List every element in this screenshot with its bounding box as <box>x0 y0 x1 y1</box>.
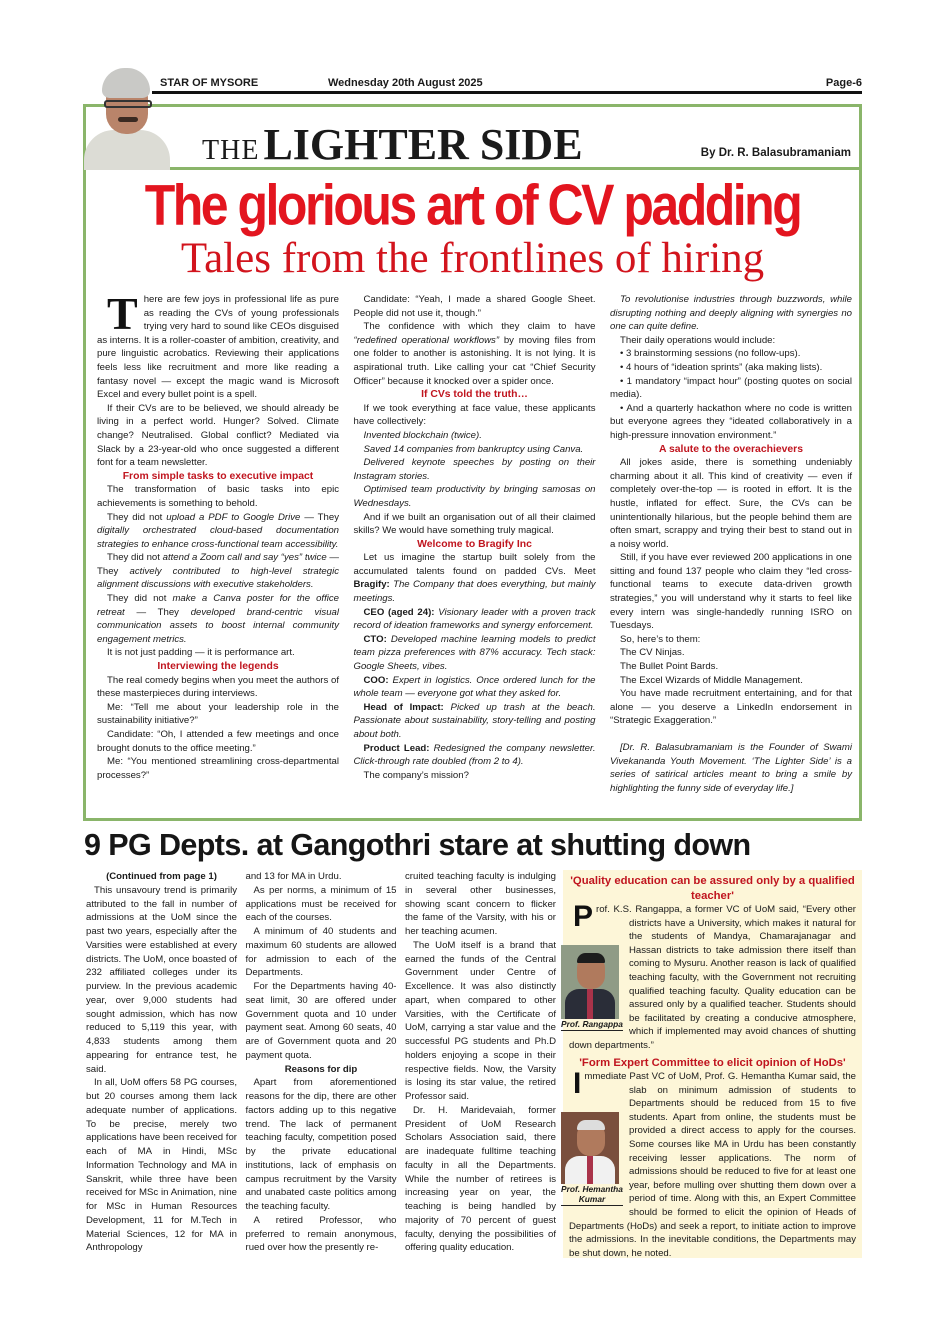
sidebar-body-1: P Prof. Rangappa rof. K.S. Rangappa, a former VC of UoM said, “Every other districts have a University, which makes it natural for the students of Mandya, Chamarajanagar and Hassan districts to take admission there itself than coming to Mysuru. Another reason is lack of qualified teaching faculty, with the Government not recruiting qualified teaching faculty. Quality education can be assured only by a qualified teacher. Students should be facilitated by creating a conducive atmosphere, which if implemented may avoid chances of shutting down departments.” <box>561 900 856 1051</box>
article-column-2: Candidate: “Yeah, I made a shared Google Sheet. People did not use it, though.” The confidence with which they claim to have “redefined operational workflows” by moving files from one folder to another is astonishing. It is not lying. It is aspirational truth. Like calling your cat “Chief Security Officer” because it knocked over a spider once. If CVs told the truth… If we took everything at face value, these applicants have collectively: Invented blockchain (twice). Saved 14 companies from bankruptcy using Canva. Delivered keynote speeches by posting on their Instagram stories. Optimised team productivity by bringing samosas on Wednesdays. And if we built an organisation out of all their claimed skills? We would have something truly magical. Welcome to Bragify Inc Let us imagine the startup built solely from the accumulated talents found on padded CVs. Meet Bragify: The Company that does everything, but mainly meetings. CEO (aged 24): Visionary leader with a proven track record of ideation frameworks and synergy enforcement. CTO: Developed machine learning models to predict team pizza preferences with 87% accuracy. Tech stack: Google Sheets, vibes. COO: Expert in logistics. Once ordered lunch for the whole team — everyone got what they asked for. Head of Impact: Picked up trash at the beach. Passionate about sustainability, story-telling and posting about both. Product Lead: Redesigned the company newsletter. Click-through rate doubled (from 2 to 4). The company’s mission? <box>353 294 596 781</box>
news-body <box>86 870 556 1255</box>
sidebar-heading-1: 'Quality education can be assured only by a qualified teacher' <box>570 875 855 902</box>
rangappa-portrait-image <box>561 945 619 1019</box>
article-body <box>97 288 852 795</box>
claim-item: Delivered keynote speeches by posting on their Instagram stories. <box>353 457 596 482</box>
article-column-3: To revolutionise industries through buzzwords, while disrupting nothing and deeply aligning with synergies no one can quite define. Their daily operations would include: • 3 brainstorming sessions (no follow-ups). • 4 hours of “ideation sprints” (aka making lists). • 1 mandatory “impact hour” (posting quotes on social media). • And a quarterly hackathon where no code is written but everyone agrees they “ideated collaboratively in a high-pressure innovation environment.” A salute to the overachievers All jokes aside, there is something undeniably charming about it all. This kind of creativity — even if completely over-the-top — is rooted in effort. It is the hustle, inflated for effect. Sure, the CVs can be unintentionally hilarious, but the people behind them are often smart, scrappy and trying their best to stand out in a noisy world. Still, if you have ever reviewed 200 applications in one sitting and found 137 people who claim they “led cross-functional teams to execute data-driven growth strategies,” you will understand why it starts to feel like every intern was single-handedly running ISRO on Tuesdays. So, here’s to them: The CV Ninjas. The Bullet Point Bards. The Excel Wizards of Middle Management. You have made recruitment entertaining, and for that alone — you deserve a LinkedIn endorsement in “Strategic Exaggeration.” [Dr. R. Balasubramaniam is the Founder of Swami Vivekananda Youth Movement. ‘The Lighter Side’ is a series of satirical articles meant to bring a smile by highlighting the funny side of everyday life.] <box>610 294 852 794</box>
photo-rangappa <box>561 945 623 1031</box>
claim-item: Invented blockchain (twice). <box>363 429 482 441</box>
toast-item: The Bullet Point Bards. <box>620 661 719 673</box>
role-item: CEO (aged 24): Visionary leader with a proven track record of ideation frameworks and synergy enforcement. <box>353 606 596 632</box>
photo-caption: Prof. Rangappa <box>561 1019 623 1029</box>
issue-date: Wednesday 20th August 2025 <box>328 77 483 89</box>
role-item: CTO: Developed machine learning models to predict team pizza preferences with 87% accuracy. Tech stack: Google Sheets, vibes. <box>353 633 596 673</box>
publication-name: STAR OF MYSORE <box>160 77 259 89</box>
section-subheading: If CVs told the truth… <box>421 389 528 401</box>
article-column-1: There are few joys in professional life as pure as reading the CVs of young professionals trying very hard to sound like CEOs disguised as interns. It is a roller-coaster of ambition, creativity, and pure linguistic acrobatics. Reviewing their applications feels less like recruitment and more like reading a fantasy novel — except the magic wand is Microsoft Excel and every bullet point is a spell. If their CVs are to be believed, we should already be living in a perfect world. Hunger? Solved. Climate change? Neutralised. Global conflict? Mediated via Slack by a 23-year-old who once suggested a different font for a team newsletter. From simple tasks to executive impact The transformation of basic tasks into epic achievements is something to behold. They did not upload a PDF to Google Drive — They digitally orchestrated cloud-based documentation strategies to enhance cross-functional team accessibility. They did not attend a Zoom call and say “yes” twice — They actively contributed to high-level strategic alignment discussions with executive stakeholders. They did not make a Canva poster for the office retreat — They developed brand-centric visual communication assets to boost internal community engagement metrics. It is not just padding — it is performance art. Interviewing the legends The real comedy begins when you meet the authors of these masterpieces during interviews. Me: “Tell me about your leadership role in the sustainability initiative?” Candidate: “Oh, I attended a few meetings and once brought donuts to the office meeting.” Me: “You mentioned streamlining cross-departmental processes?” <box>97 288 340 781</box>
column-title: THE LIGHTER SIDE <box>202 120 583 169</box>
drop-cap: P <box>573 900 594 933</box>
role-item: COO: Expert in logistics. Once ordered lunch for the whole team — everyone got what they asked for. <box>353 674 596 700</box>
toast-item: The CV Ninjas. <box>620 647 685 659</box>
column-masthead <box>86 107 859 170</box>
bullet-item: • 4 hours of “ideation sprints” (aka making lists). <box>620 361 823 373</box>
page-number: Page-6 <box>825 77 862 89</box>
article-subheadline: Tales from the frontlines of hiring <box>180 235 765 282</box>
news-column-1: (Continued from page 1) This unsavoury trend is primarily attributed to the fall in number of admissions at the UoM since the past two years, especially after the Varsities were established at every districts. The UoM, once boasted of 232 affiliated colleges under its purview. In the previous academic year, over 9,000 students had sought admission, which has now reduced to 5,119 this year, with 4,833 students among them appearing for entrance test, he said. In all, UoM offers 58 PG courses, but 20 courses among them lack adequate number of applications. To be precise, merely two applications have been received for each of MA in Hindi, MSc Information Technology and MA in Sanskrit, while three have been received for MSc in Animation, nine for MSc in Human Resources Development, 11 for M.Tech in Material Sciences, 12 for MA in Anthropology <box>86 871 237 1254</box>
bullet-item: • 1 mandatory “impact hour” (posting quotes on social media). <box>610 375 852 401</box>
role-item: Product Lead: Redesigned the company newsletter. Click-through rate doubled (from 2 to 4). <box>353 742 596 768</box>
section-subheading: Interviewing the legends <box>157 661 279 673</box>
author-note: [Dr. R. Balasubramaniam is the Founder of Swami Vivekananda Youth Movement. ‘The Lighter Side’ is a series of satirical articles meant to bring a smile by highlighting the funny side of everyday life.] <box>610 742 852 794</box>
page-header <box>152 74 862 94</box>
photo-caption: Prof. Hemantha Kumar <box>561 1184 623 1205</box>
news-column-3: cruited teaching faculty is indulging in several other businesses, showing scant concern to flicker the fame of the Varsity, with his or her teaching acumen. The UoM itself is a brand that earned the funds of the Central Government under Centre of Excellence. It was also distinctly apart, when compared to other Varsities, with the Certificate of UoM, carrying a star value and the successful PG students and Ph.D holders enjoying a scope in their respective fields. Now, the Varsity is losing its star value, the retired Professor said. Dr. H. Maridevaiah, former President of UoM Research Scholars Association said, there are inadequate fulltime teaching faculty in all the Departments. While the number of retirees is increasing year on year, the teaching is being handled by majority of 70 percent of guest faculty, denying the possibilities of offering quality education. <box>405 871 556 1254</box>
drop-cap: I <box>573 1067 582 1101</box>
continued-label: (Continued from page 1) <box>106 871 217 882</box>
news-headline: 9 PG Depts. at Gangothri stare at shutting down <box>84 828 751 862</box>
claim-item: Saved 14 companies from bankruptcy using Canva. <box>363 443 584 455</box>
section-subheading: Reasons for dip <box>284 1063 358 1075</box>
lighter-side-column-box <box>83 104 862 821</box>
article-headline: The glorious art of CV padding <box>144 172 801 238</box>
sidebar-body-2: I Prof. Hemantha Kumar mmediate Past VC of UoM, Prof. G. Hemantha Kumar said, the slab on minimum admission of students to Departments should be reduced from 15 to five students. Apart from online, the students must be provided a direct access to apply for the courses. Some courses like MA in Urdu has been constantly receiving lesser applications. The norm of admissions should be reduced to five for at least one year, before mulling over shutting them down over a period of time. Along with this, an Expert Committee should be formed to elicit the opinion of Heads of Departments (HoDs) and seek a report, to initiate action to improve the admissions. In the inevitable conditions, the Departments may be shut down, he noted. <box>561 1067 856 1259</box>
claim-item: Optimised team productivity by bringing samosas on Wednesdays. <box>353 484 596 509</box>
bullet-item: • 3 brainstorming sessions (no follow-ups). <box>620 348 801 360</box>
bullet-item: • And a quarterly hackathon where no code is written but everyone agrees they “ideated collaboratively in a high-pressure innovation environment.” <box>610 402 852 441</box>
byline: By Dr. R. Balasubramaniam <box>700 147 851 159</box>
section-subheading: Welcome to Bragify Inc <box>417 538 532 550</box>
quotes-sidebar <box>563 870 862 1258</box>
sidebar-heading-2: 'Form Expert Committee to elicit opinion of HoDs' <box>579 1056 846 1069</box>
toast-item: The Excel Wizards of Middle Management. <box>620 674 803 686</box>
drop-cap: T <box>107 288 138 339</box>
role-item: Head of Impact: Picked up trash at the beach. Passionate about sustainability, story-telling and posting about both. <box>353 701 596 740</box>
hemantha-kumar-portrait-image <box>561 1112 619 1184</box>
section-subheading: A salute to the overachievers <box>659 443 803 455</box>
section-subheading: From simple tasks to executive impact <box>122 470 314 482</box>
photo-hemantha-kumar <box>561 1112 623 1206</box>
news-column-2: and 13 for MA in Urdu. As per norms, a minimum of 15 applications must be received for each of the courses. A minimum of 40 students and maximum 60 students are allowed for admission to each of the Departments. For the Departments having 40-seat limit, 30 are offered under Government quota and 10 under payment seat. Among 60 seats, 40 are of Government quota and 20 payment quota. Reasons for dip Apart from aforementioned reasons for the dip, there are other factors adding up to this negative trend. The lack of permanent teaching faculty, competition posed by the private educational institutions, lack of emphasis on campus recruitment by the Varsity and unabated caste politics among the teaching faculty. A retired Professor, who preferred to remain anonymous, rued over how the presently re- <box>245 871 397 1254</box>
author-portrait-image <box>84 64 170 170</box>
